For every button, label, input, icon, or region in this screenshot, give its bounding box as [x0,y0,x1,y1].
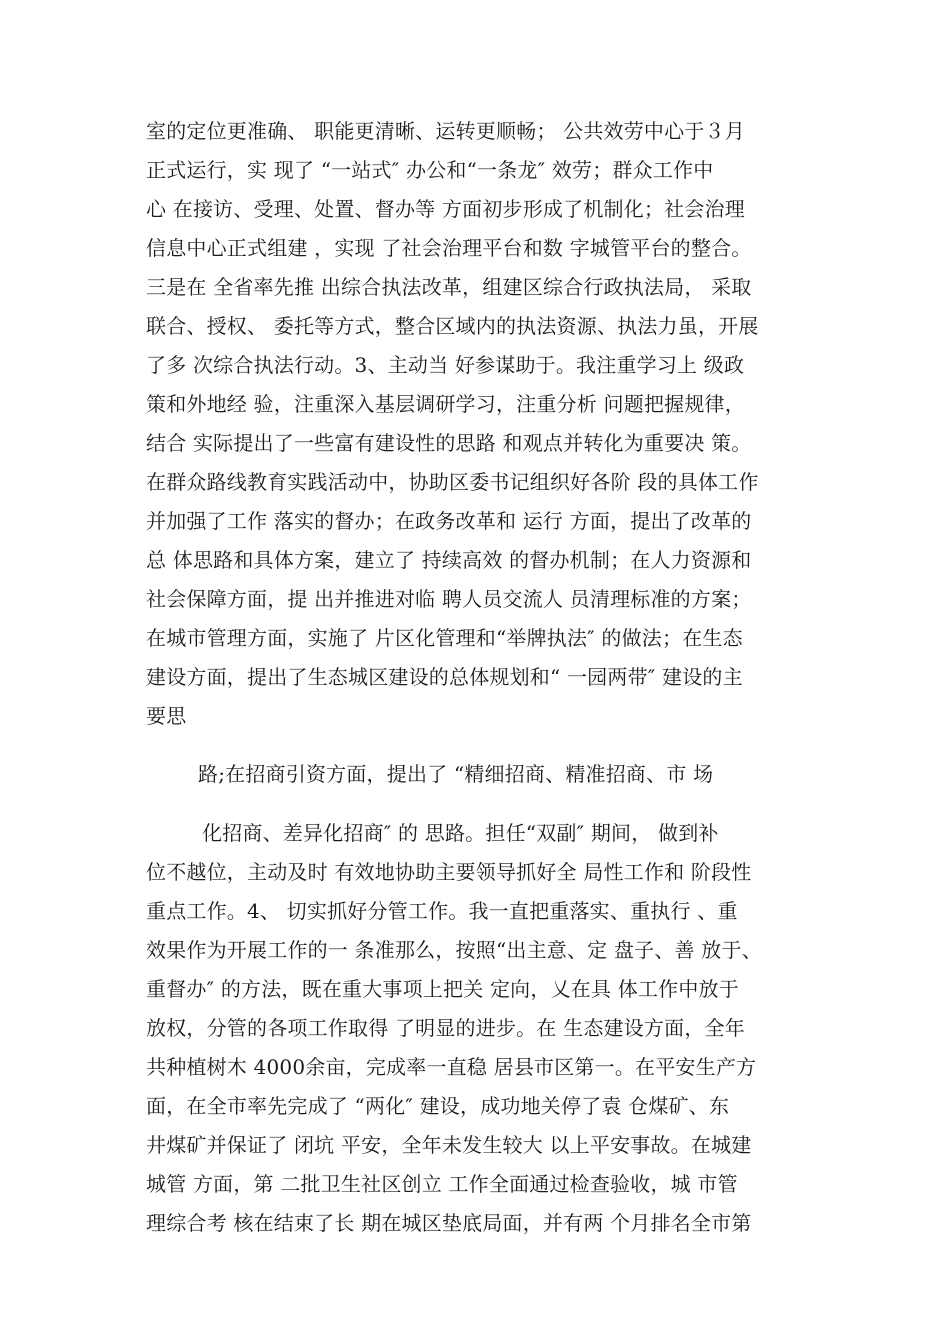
text-line: 心 在接访、受理、处置、督办等 方面初步形成了机制化；社会治理 [146,197,745,221]
text-line: 城管 方面，第 二批卫生社区创立 工作全面通过检查验收，城 市管 [146,1172,738,1196]
text-line: 化招商、差异化招商″ 的 思路。担任“双副″ 期间， 做到补 [202,821,719,845]
text-line: 总 体思路和具体方案，建立了 持续高效 的督办机制；在人力资源和 [146,548,752,572]
text-line: 信息中心正式组建 ，实现 了社会治理平台和数 字城管平台的整合。 [146,236,752,260]
text-line: 正式运行，实 现了 “一站式″ 办公和“一条龙″ 效劳；群众工作中 [146,158,714,182]
text-line: 位不越位，主动及时 有效地协助主要领导抓好全 局性工作和 阶段性 [146,860,752,884]
text-line: 放权，分管的各项工作取得 了明显的进步。在 生态建设方面，全年 [146,1016,745,1040]
text-line: 三是在 全省率先推 出综合执法改革，组建区综合行政执法局， 采取 [146,275,752,299]
text-line: 建设方面，提出了生态城区建设的总体规划和“ 一园两带″ 建设的主 [146,665,743,689]
text-line: 并加强了工作 落实的督办；在政务改革和 运行 方面，提出了改革的 [146,509,752,533]
text-line: 路;在招商引资方面，提出了 “精细招商、精准招商、市 场 [198,762,714,786]
text-line: 联合、授权、 委托等方式，整合区域内的执法资源、执法力虽，开展 [146,314,759,338]
text-line: 井煤矿并保证了 闭坑 平安，全年未发生较大 以上平安事故。在城建 [146,1133,752,1157]
text-line: 结合 实际提出了一些富有建设性的思路 和观点并转化为重要决 策。 [146,431,752,455]
text-line: 了多 次综合执法行动。3、主动当 好参谋助于。我注重学习上 级政 [146,353,745,377]
text-line: 重督办″ 的方法，既在重大事项上把关 定向，乂在具 体工作中放于 [146,977,739,1001]
text-line: 室的定位更准确、 职能更清晰、运转更顺畅； 公共效劳中心于３月 [146,119,745,143]
text-line: 在群众路线教育实践活动中，协助区委书记组织好各阶 段的具体工作 [146,470,759,494]
text-line: 面，在全市率先完成了 “两化″ 建设，成功地关停了袁 仓煤矿、东 [146,1094,730,1118]
text-line: 效果作为开展工作的一 条准那么，按照“出主意、定 盘子、善 放于、 [146,938,762,962]
text-line: 共种植树木 4000余亩，完成率一直稳 居县市区第一。在平安生产方 [146,1055,757,1079]
text-line: 在城市管理方面，实施了 片区化管理和“举牌执法″ 的做法；在生态 [146,626,743,650]
text-line: 社会保障方面，提 出并推进对临 聘人员交流人 员清理标准的方案； [146,587,752,611]
text-line: 策和外地经 验，注重深入基层调研学习，注重分析 问题把握规律， [146,392,745,416]
text-line: 重点工作。4、 切实抓好分管工作。我一直把重落实、重执行 、重 [146,899,738,923]
text-line: 理综合考 核在结束了长 期在城区垫底局面，并有两 个月排名全市第 [146,1211,752,1235]
text-line: 要思 [146,704,187,728]
